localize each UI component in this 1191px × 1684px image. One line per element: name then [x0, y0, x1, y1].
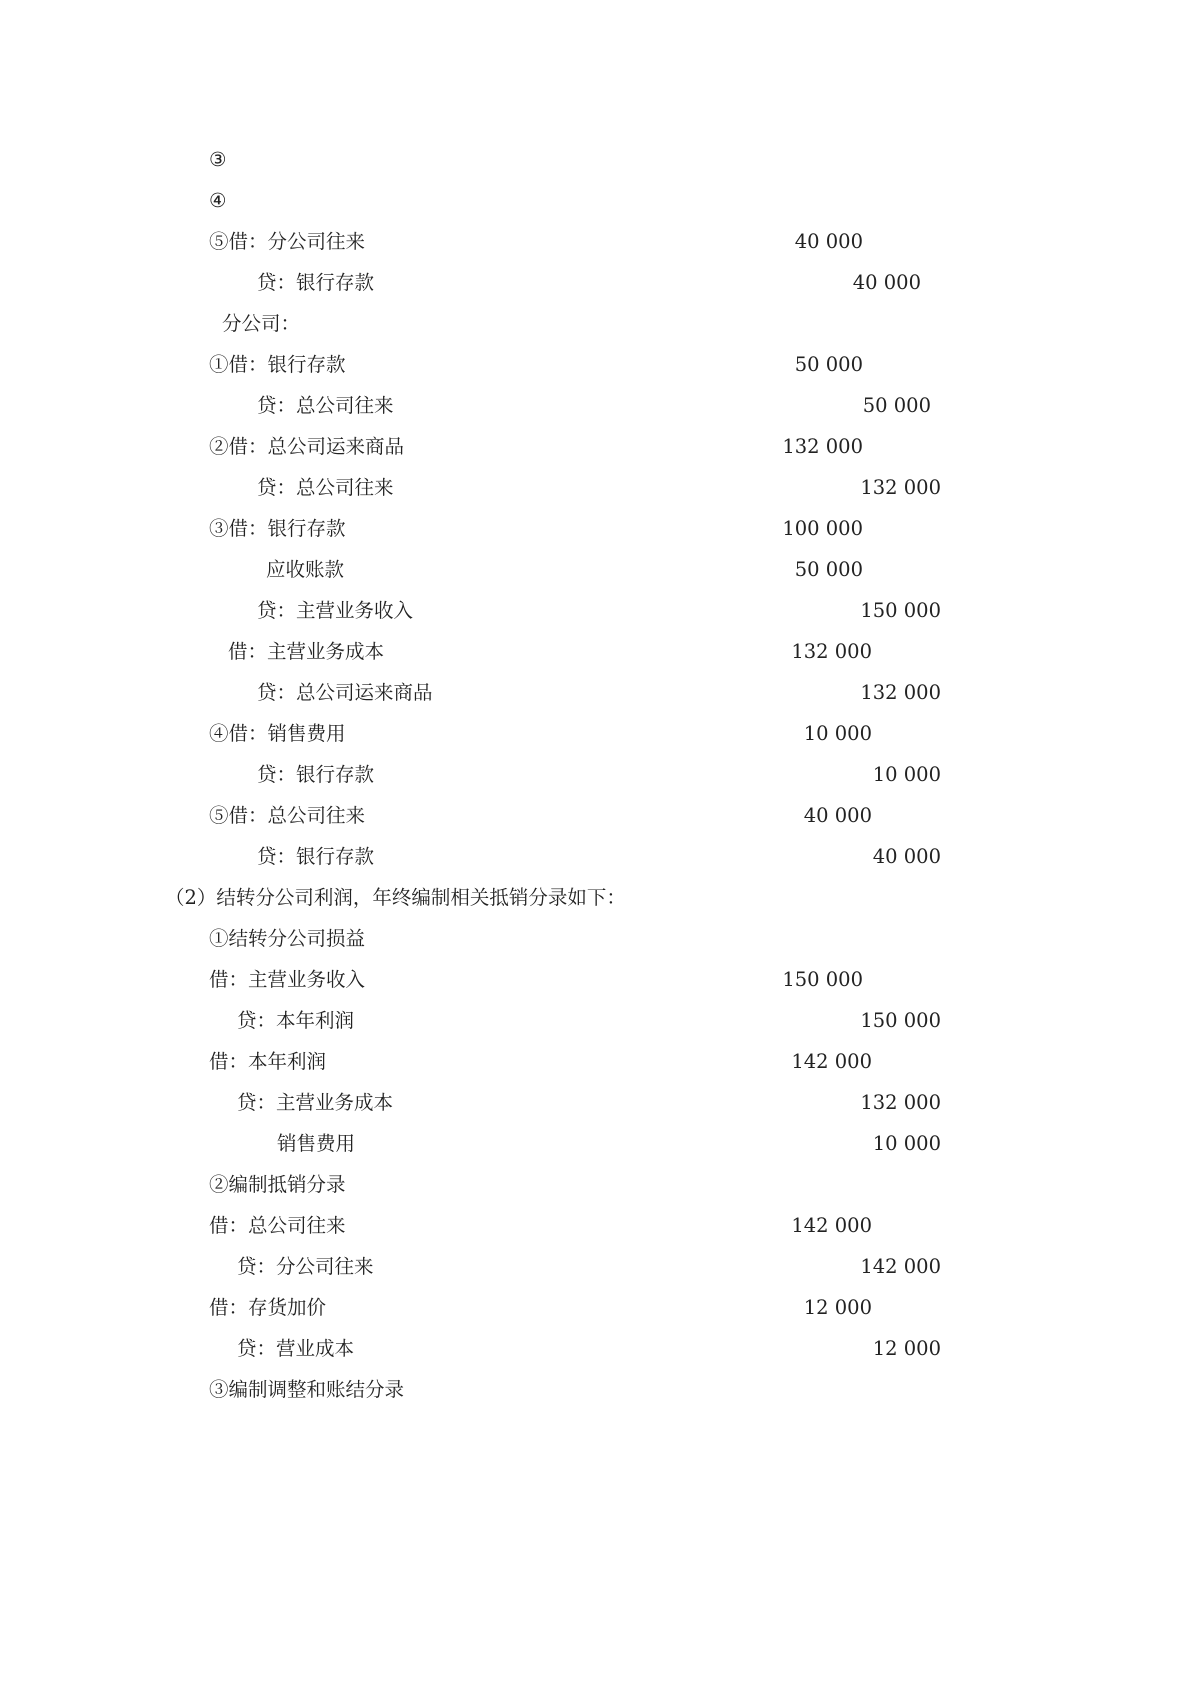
credit-amount: 10 000 [872, 763, 941, 786]
entry-line [0, 391, 1191, 421]
credit-amount: 132 000 [860, 681, 941, 704]
entry-line [0, 719, 1191, 749]
section-heading: 分公司： [222, 312, 301, 335]
credit-amount: 40 000 [872, 845, 941, 868]
debit-amount: 142 000 [791, 1214, 872, 1237]
entry-text: 贷：银行存款 [257, 845, 375, 868]
subsection-heading: ②编制抵销分录 [209, 1173, 346, 1196]
entry-text: 借：总公司往来 [209, 1214, 346, 1237]
credit-amount: 132 000 [860, 1091, 941, 1114]
entry-text: 借：存货加价 [209, 1296, 327, 1319]
debit-amount: 150 000 [782, 968, 863, 991]
entry-text: 贷：银行存款 [257, 763, 375, 786]
credit-amount: 10 000 [872, 1132, 941, 1155]
credit-amount: 150 000 [860, 599, 941, 622]
debit-amount: 10 000 [803, 722, 872, 745]
debit-amount: 12 000 [803, 1296, 872, 1319]
debit-amount: 40 000 [803, 804, 872, 827]
entry-line [0, 555, 1191, 585]
entry-line [0, 350, 1191, 380]
entry-line [0, 678, 1191, 708]
debit-amount: 50 000 [794, 558, 863, 581]
debit-amount: 132 000 [791, 640, 872, 663]
entry-line [0, 1006, 1191, 1036]
subsection-heading: ①结转分公司损益 [209, 927, 366, 950]
entry-text: ②借：总公司运来商品 [209, 435, 405, 458]
credit-amount: 150 000 [860, 1009, 941, 1032]
entry-line [0, 514, 1191, 544]
entry-line [0, 1293, 1191, 1323]
entry-text: ④借：销售费用 [209, 722, 346, 745]
entry-text: ⑤借：分公司往来 [209, 230, 366, 253]
entry-line [0, 473, 1191, 503]
debit-amount: 132 000 [782, 435, 863, 458]
entry-text: 应收账款 [266, 558, 345, 581]
entry-text: 借：主营业务收入 [209, 968, 366, 991]
entry-text: 借：主营业务成本 [228, 640, 385, 663]
entry-text: ⑤借：总公司往来 [209, 804, 366, 827]
entry-text: ④ [209, 189, 227, 212]
entry-text: 贷：银行存款 [257, 271, 375, 294]
debit-amount: 50 000 [794, 353, 863, 376]
entry-text: 贷：总公司往来 [257, 476, 394, 499]
entry-line [0, 1375, 1191, 1405]
entry-line [0, 227, 1191, 257]
entry-line [0, 1252, 1191, 1282]
entry-line [0, 145, 1191, 175]
entry-text: 贷：总公司运来商品 [257, 681, 433, 704]
entry-line [0, 432, 1191, 462]
section-heading: （2）结转分公司利润，年终编制相关抵销分录如下： [165, 886, 626, 909]
debit-amount: 100 000 [782, 517, 863, 540]
entry-text: 贷：总公司往来 [257, 394, 394, 417]
entry-text: ③ [209, 148, 227, 171]
entry-line [0, 637, 1191, 667]
credit-amount: 132 000 [860, 476, 941, 499]
credit-amount: 40 000 [852, 271, 921, 294]
entry-text: 贷：本年利润 [237, 1009, 355, 1032]
entry-line [0, 760, 1191, 790]
entry-text: 贷：营业成本 [237, 1337, 355, 1360]
subsection-heading: ③编制调整和账结分录 [209, 1378, 405, 1401]
entry-line [0, 309, 1191, 339]
entry-line [0, 1170, 1191, 1200]
debit-amount: 142 000 [791, 1050, 872, 1073]
credit-amount: 12 000 [872, 1337, 941, 1360]
entry-line [0, 965, 1191, 995]
entry-text: 贷：主营业务收入 [257, 599, 414, 622]
entry-line [0, 801, 1191, 831]
entry-line [0, 268, 1191, 298]
credit-amount: 50 000 [862, 394, 931, 417]
entry-line [0, 1047, 1191, 1077]
debit-amount: 40 000 [794, 230, 863, 253]
entry-text: 销售费用 [277, 1132, 356, 1155]
entry-line [0, 186, 1191, 216]
credit-amount: 142 000 [860, 1255, 941, 1278]
entry-text: 借：本年利润 [209, 1050, 327, 1073]
entry-line [0, 1129, 1191, 1159]
entry-text: ③借：银行存款 [209, 517, 346, 540]
entry-line [0, 1088, 1191, 1118]
entry-line [0, 1334, 1191, 1364]
entry-line [0, 596, 1191, 626]
entry-line [0, 883, 1191, 913]
entry-text: 贷：分公司往来 [237, 1255, 374, 1278]
entry-line [0, 1211, 1191, 1241]
entry-line [0, 924, 1191, 954]
entry-text: 贷：主营业务成本 [237, 1091, 394, 1114]
entry-text: ①借：银行存款 [209, 353, 346, 376]
entry-line [0, 842, 1191, 872]
